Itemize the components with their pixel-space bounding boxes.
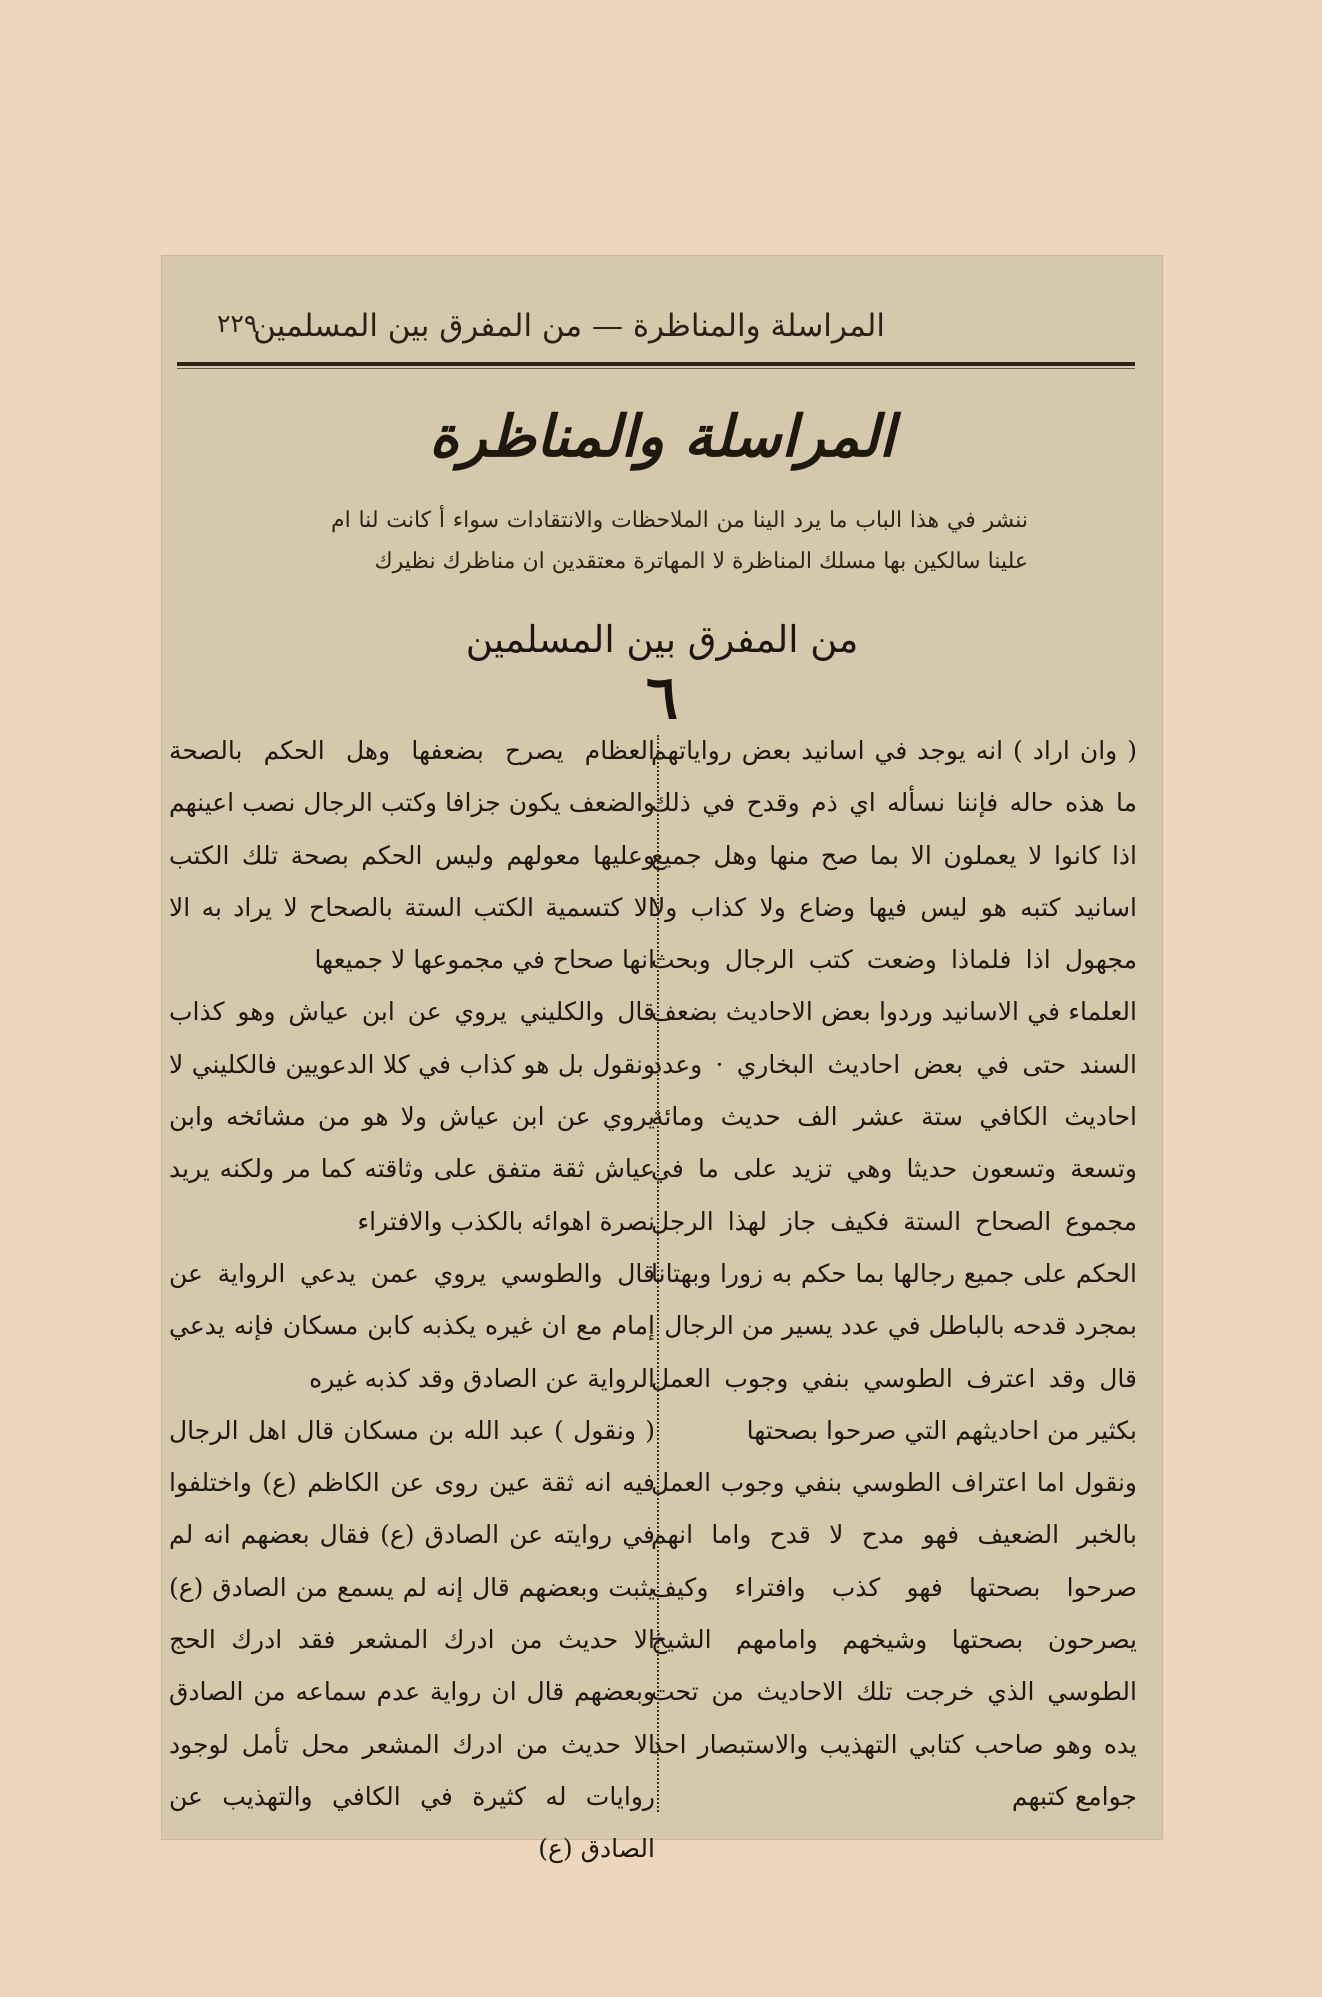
right-paragraph-1: ( وان اراد ) انه يوجد في اسانيد بعض رواياتهم ما هذه حاله فإننا نسأله اي ذم وقدح في ذلك اذا كانوا لا يعملون الا بما صح منها وهل جميع اسانيد كتبه هو ليس فيها وضاع ولا كذاب ولا مجهول اذا فلماذا وضعت كتب الرجال وبحث العلماء في الاسانيد وردوا بعض الاحاديث بضعف السند حتى في بعض احاديث البخاري · وعدد احاديث الكافي ستة عشر الف حديث ومائة وتسعة وتسعون حديثا وهي تزيد على ما في مجموع الصحاح الستة فكيف جاز لهذا الرجل الحكم على جميع رجالها بما حكم به زورا وبهتانا بمجرد قدحه بالباطل في عدد يسير من الرجال — [651, 736, 1137, 1341]
left-paragraph-1: العظام يصرح بضعفها وهل الحكم بالصحة والضعف يكون جزافا وكتب الرجال نصب اعينهم وعليها معولهم وليس الحكم بصحة تلك الكتب الا كتسمية الكتب الستة بالصحاح لا يراد به الا انها صحاح في مجموعها لا جميعها — [169, 736, 655, 975]
column-divider — [657, 735, 659, 1812]
left-paragraph-3: قال والطوسي يروي عمن يدعي الرواية عن إمام مع ان غيره يكذبه كابن مسكان فإنه يدعي الرواية عن الصادق وقد كذبه غيره — [169, 1258, 655, 1393]
intro-paragraph: ننشر في هذا الباب ما يرد الينا من الملاحظات والانتقادات سواء أ كانت لنا ام علينا سالكين بها مسلك المناظرة لا المهاترة معتقدين ان مناظرك نظيرك — [331, 508, 1028, 574]
right-column — [651, 725, 1137, 1823]
right-paragraph-2: قال وقد اعترف الطوسي بنفي وجوب العمل بكثير من احاديثهم التي صرحوا بصحتها — [651, 1363, 1137, 1445]
right-paragraph-3: ونقول اما اعتراف الطوسي بنفي وجوب العمل بالخبر الضعيف فهو مدح لا قدح واما انهم صرحوا بصحتها فهو كذب وافتراء وكيف يصرحون بصحتها وشيخهم وامامهم الشيخ الطوسي الذي خرجت تلك الاحاديث من تحت يده وهو صاحب كتابي التهذيب والاستبصار احد جوامع كتبهم — [651, 1468, 1137, 1811]
page-number: ٢٢٩ — [217, 309, 258, 338]
running-title: المراسلة والمناظرة — من المفرق بين المسلمين — [253, 308, 885, 344]
left-paragraph-4: ( ونقول ) عبد الله بن مسكان قال اهل الرجال فيه انه ثقة عين روى عن الكاظم (ع) واختلفوا في روايته عن الصادق (ع) فقال بعضهم انه لم يثبت وبعضهم قال إنه لم يسمع من الصادق (ع) الا حديث من ادرك المشعر فقد ادرك الحج وبعضهم قال ان رواية عدم سماعه من الصادق الا حديث من ادرك المشعر محل تأمل لوجود روايات له كثيرة في الكافي والتهذيب عن الصادق (ع) — [169, 1415, 655, 1864]
running-header — [179, 303, 1135, 349]
header-rule — [177, 362, 1135, 366]
text-columns — [169, 725, 1137, 1864]
section-title: المراسلة والمناظرة — [429, 403, 895, 470]
book-page — [161, 255, 1163, 1864]
article-number: ٦ — [645, 663, 679, 733]
article-title: من المفرق بين المسلمين — [465, 618, 859, 661]
left-paragraph-2: قال والكليني يروي عن ابن عياش وهو كذاب ونقول بل هو كذاب في كلا الدعويين فالكليني لا يروي عن ابن عياش ولا هو من مشائخه وابن عياش ثقة متفق على وثاقته كما مر ولكنه يريد نصرة اهوائه بالكذب والافتراء — [169, 997, 655, 1236]
left-column — [169, 725, 655, 1876]
